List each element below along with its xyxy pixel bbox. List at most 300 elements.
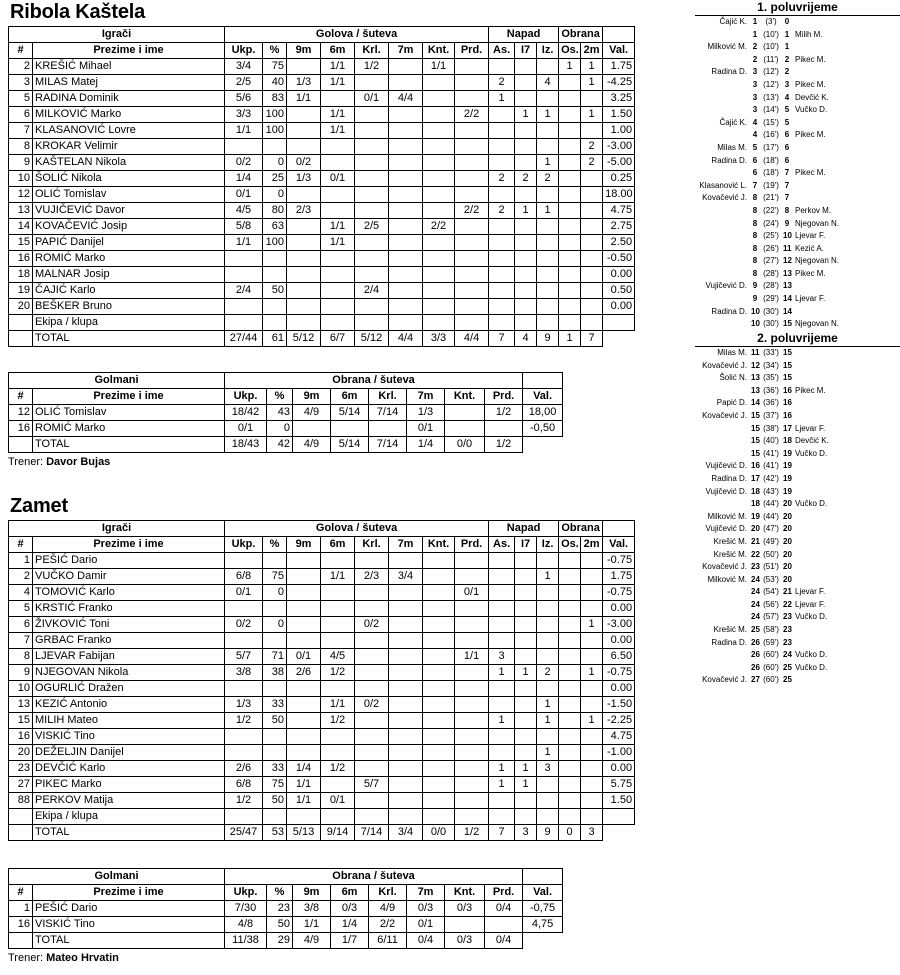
player-number: 16 — [9, 251, 33, 267]
stat-cell — [581, 569, 603, 585]
stat-cell — [263, 553, 287, 569]
stat-cell — [515, 681, 537, 697]
away-score: 19 — [783, 461, 792, 471]
player-number: 10 — [9, 681, 33, 697]
player-number: 5 — [9, 91, 33, 107]
stat-cell — [559, 187, 581, 203]
column-header: Prd. — [485, 389, 523, 405]
stat-cell — [423, 713, 455, 729]
stat-cell — [559, 601, 581, 617]
player-number: 13 — [9, 203, 33, 219]
player-name: TOTAL — [33, 933, 225, 949]
player-name: VISKIĆ Tino — [33, 917, 225, 933]
stat-cell — [559, 681, 581, 697]
stat-cell — [355, 665, 389, 681]
player-row — [9, 219, 635, 235]
minute: (18') — [763, 168, 779, 178]
stat-cell: 1 — [537, 697, 559, 713]
stat-cell: 1.75 — [603, 59, 635, 75]
away-score: 20 — [783, 511, 792, 521]
stat-cell — [537, 649, 559, 665]
stat-cell — [559, 91, 581, 107]
stat-cell — [225, 745, 263, 761]
stat-cell — [489, 793, 515, 809]
home-score: 8 — [752, 256, 758, 266]
stat-cell — [455, 187, 489, 203]
player-row — [9, 315, 635, 331]
stat-cell — [515, 649, 537, 665]
stat-cell — [389, 809, 423, 825]
stat-cell — [515, 809, 537, 825]
stat-cell — [537, 617, 559, 633]
stat-cell: 0/2 — [225, 617, 263, 633]
stat-cell: 4/4 — [389, 331, 423, 347]
away-scorer: Ljevar F. — [795, 294, 826, 304]
stat-cell — [489, 633, 515, 649]
column-header: Val. — [603, 43, 635, 59]
column-header: As. — [489, 43, 515, 59]
goal-event — [695, 79, 900, 92]
stat-cell — [455, 665, 489, 681]
stat-cell: 2 — [537, 665, 559, 681]
stat-cell — [581, 299, 603, 315]
stat-cell — [581, 251, 603, 267]
stat-cell — [389, 761, 423, 777]
player-number: 20 — [9, 299, 33, 315]
stat-cell — [515, 697, 537, 713]
stat-cell: 4 — [537, 75, 559, 91]
goal-event — [695, 293, 900, 306]
player-row — [9, 553, 635, 569]
minute: (33') — [763, 348, 779, 357]
stat-cell — [321, 187, 355, 203]
stat-cell — [537, 267, 559, 283]
stat-cell — [225, 729, 263, 745]
column-header: Prezime i ime — [33, 43, 225, 59]
stat-cell — [263, 809, 287, 825]
stat-cell — [423, 569, 455, 585]
goal-event — [695, 230, 900, 243]
player-row — [9, 777, 635, 793]
stat-cell — [515, 267, 537, 283]
stat-cell — [515, 585, 537, 601]
stat-cell — [423, 697, 455, 713]
stat-cell: 3 — [581, 825, 603, 841]
stat-cell — [287, 283, 321, 299]
stat-cell — [455, 235, 489, 251]
stat-cell — [263, 681, 287, 697]
stat-cell — [423, 139, 455, 155]
column-header: Prezime i ime — [33, 537, 225, 553]
stat-cell — [489, 155, 515, 171]
column-header: Val. — [523, 389, 563, 405]
goalkeepers-group-header: Golmani — [9, 373, 225, 389]
away-score: 21 — [783, 587, 792, 597]
stat-cell — [455, 697, 489, 713]
column-header: 7m — [389, 537, 423, 553]
minute: (12') — [763, 79, 779, 89]
stat-cell — [489, 553, 515, 569]
column-header: As. — [489, 537, 515, 553]
stat-cell: 2/4 — [355, 283, 389, 299]
player-row — [9, 809, 635, 825]
player-number: 1 — [9, 901, 33, 917]
stat-cell — [389, 187, 423, 203]
player-number: 10 — [9, 171, 33, 187]
goal-event — [695, 574, 900, 587]
home-score: 8 — [752, 231, 758, 241]
stat-cell — [455, 299, 489, 315]
player-number: 6 — [9, 107, 33, 123]
stat-cell: 1 — [489, 761, 515, 777]
stat-cell — [355, 809, 389, 825]
stat-cell: 1 — [489, 665, 515, 681]
minute: (27') — [763, 256, 779, 266]
stat-cell — [489, 187, 515, 203]
stat-cell — [355, 267, 389, 283]
player-number: 5 — [9, 601, 33, 617]
home-score: 8 — [752, 218, 758, 228]
stat-cell: 2 — [537, 171, 559, 187]
stat-cell — [515, 713, 537, 729]
home-scorer: Radina D. — [711, 473, 747, 483]
stat-cell — [423, 315, 455, 331]
stat-cell — [537, 315, 559, 331]
player-number: 13 — [9, 697, 33, 713]
column-header: Krl. — [369, 389, 407, 405]
minute: (36') — [763, 398, 779, 408]
stat-cell — [455, 681, 489, 697]
player-number: 16 — [9, 729, 33, 745]
stat-cell — [559, 155, 581, 171]
stat-cell: 29 — [267, 933, 293, 949]
stat-cell — [515, 187, 537, 203]
player-name: PERKOV Matija — [33, 793, 225, 809]
stat-cell — [489, 569, 515, 585]
stat-cell: 50 — [267, 917, 293, 933]
player-row — [9, 697, 635, 713]
stat-cell: 5/6 — [225, 91, 263, 107]
stat-cell: 1 — [489, 91, 515, 107]
stat-cell — [321, 585, 355, 601]
home-scorer: Radina D. — [711, 306, 747, 316]
away-scorer: Vučko D. — [795, 662, 828, 672]
stat-cell — [321, 777, 355, 793]
away-score: 25 — [783, 675, 792, 685]
stat-cell — [537, 91, 559, 107]
minute: (44') — [763, 499, 779, 509]
player-number: 18 — [9, 267, 33, 283]
stat-cell — [321, 681, 355, 697]
home-score: 10 — [751, 319, 760, 329]
stat-cell: 1 — [489, 713, 515, 729]
stat-cell: 1/1 — [225, 235, 263, 251]
stat-cell: 4,75 — [523, 917, 563, 933]
stat-cell: -2.25 — [603, 713, 635, 729]
saves-group-header: Obrana / šuteva — [225, 869, 523, 885]
stat-cell: -3.00 — [603, 617, 635, 633]
stat-cell — [355, 761, 389, 777]
goal-event — [695, 662, 900, 675]
stat-cell: 0 — [559, 825, 581, 841]
stat-cell — [455, 171, 489, 187]
goal-event — [695, 129, 900, 142]
player-row — [9, 713, 635, 729]
player-row — [9, 665, 635, 681]
away-scorer: Vučko D. — [795, 105, 828, 115]
total-row — [9, 437, 563, 453]
stat-cell: 2/2 — [369, 917, 407, 933]
stat-cell — [559, 171, 581, 187]
stat-cell: 33 — [263, 697, 287, 713]
stat-cell: 2/2 — [423, 219, 455, 235]
stat-cell: -4.25 — [603, 75, 635, 91]
stat-cell: 4.75 — [603, 729, 635, 745]
stat-cell: 11/38 — [225, 933, 267, 949]
column-header: # — [9, 885, 33, 901]
stat-cell — [423, 617, 455, 633]
minute: (30') — [763, 319, 779, 329]
away-scorer: Vučko D. — [795, 612, 828, 622]
stat-cell — [355, 139, 389, 155]
stat-cell: 5/7 — [355, 777, 389, 793]
away-scorer: Pikec M. — [795, 168, 826, 178]
column-header: Os. — [559, 43, 581, 59]
stat-cell: 1 — [581, 59, 603, 75]
player-row — [9, 75, 635, 91]
player-number: 7 — [9, 123, 33, 139]
minute: (60') — [763, 662, 779, 672]
minute: (21') — [763, 193, 779, 203]
stat-cell — [489, 139, 515, 155]
home-scorer: Vujičević D. — [705, 461, 747, 471]
stat-cell — [355, 649, 389, 665]
stat-cell — [321, 729, 355, 745]
stat-cell — [559, 697, 581, 713]
stat-cell: 43 — [267, 405, 293, 421]
half2-events — [695, 347, 900, 687]
home-score: 24 — [751, 587, 760, 597]
stat-cell — [537, 187, 559, 203]
stat-cell: 2 — [489, 75, 515, 91]
coach-line — [8, 952, 119, 964]
stat-cell — [455, 251, 489, 267]
away-scorer: Pikec M. — [795, 79, 826, 89]
goal-event — [695, 561, 900, 574]
stat-cell: 1/2 — [225, 713, 263, 729]
goal-event — [695, 611, 900, 624]
attack-group-header: Napad — [489, 27, 559, 43]
goal-event — [695, 268, 900, 281]
column-header: Val. — [523, 885, 563, 901]
stat-cell: 7/14 — [369, 437, 407, 453]
stat-cell — [423, 761, 455, 777]
stat-cell: 1 — [581, 107, 603, 123]
stat-cell — [389, 75, 423, 91]
stat-cell — [389, 633, 423, 649]
minute: (42') — [763, 473, 779, 483]
away-score: 20 — [783, 549, 792, 559]
column-header: Knt. — [423, 43, 455, 59]
stat-cell — [423, 729, 455, 745]
away-score: 6 — [784, 142, 790, 152]
stat-cell: 23 — [267, 901, 293, 917]
player-number: 15 — [9, 713, 33, 729]
stat-cell: 4/5 — [225, 203, 263, 219]
coach-name: Mateo Hrvatin — [46, 952, 119, 964]
stat-cell — [489, 219, 515, 235]
stat-cell — [537, 777, 559, 793]
stat-cell: 3/8 — [293, 901, 331, 917]
player-name: KAŠTELAN Nikola — [33, 155, 225, 171]
stat-cell — [581, 601, 603, 617]
minute: (18') — [763, 155, 779, 165]
stat-cell: 0/4 — [407, 933, 445, 949]
stat-cell — [355, 251, 389, 267]
stat-cell — [581, 681, 603, 697]
stat-cell: -0,50 — [523, 421, 563, 437]
column-header: 2m — [581, 537, 603, 553]
column-header: Prd. — [455, 43, 489, 59]
goal-event — [695, 66, 900, 79]
stat-cell: -5.00 — [603, 155, 635, 171]
stat-cell — [515, 299, 537, 315]
home-score: 4 — [752, 130, 758, 140]
column-header: Prd. — [455, 537, 489, 553]
stat-cell — [423, 299, 455, 315]
stat-cell — [263, 633, 287, 649]
home-score: 1 — [752, 17, 758, 26]
stat-cell: 7 — [581, 331, 603, 347]
player-number: 8 — [9, 649, 33, 665]
stat-cell: 0 — [263, 617, 287, 633]
stat-cell — [389, 171, 423, 187]
goal-event — [695, 347, 900, 360]
stat-cell — [559, 219, 581, 235]
stat-cell: 4/9 — [293, 405, 331, 421]
stat-cell — [515, 315, 537, 331]
minute: (38') — [763, 423, 779, 433]
stat-cell — [515, 75, 537, 91]
total-row — [9, 933, 563, 949]
column-header: Ukp. — [225, 43, 263, 59]
goalkeeper-row — [9, 405, 563, 421]
stat-cell — [515, 569, 537, 585]
goal-timeline-half2 — [695, 331, 900, 687]
player-name: MILAS Matej — [33, 75, 225, 91]
stat-cell: 1.50 — [603, 107, 635, 123]
home-scorer: Vujičević D. — [705, 486, 747, 496]
minute: (28') — [763, 268, 779, 278]
goal-event — [695, 649, 900, 662]
stat-cell: 4/9 — [293, 933, 331, 949]
stat-cell: 1 — [515, 107, 537, 123]
home-score: 9 — [752, 281, 758, 291]
away-score: 23 — [783, 612, 792, 622]
stat-cell — [263, 601, 287, 617]
minute: (16') — [763, 130, 779, 140]
stat-cell: 5/14 — [331, 437, 369, 453]
away-score: 23 — [783, 637, 792, 647]
column-header: Knt. — [445, 885, 485, 901]
player-name: ROMIĆ Marko — [33, 421, 225, 437]
stat-cell: 0/4 — [485, 901, 523, 917]
home-score: 26 — [751, 637, 760, 647]
stat-cell: 0/2 — [225, 155, 263, 171]
stat-cell: 0/3 — [331, 901, 369, 917]
player-row — [9, 649, 635, 665]
away-score: 17 — [783, 423, 792, 433]
player-name: NJEGOVAN Nikola — [33, 665, 225, 681]
player-number: 12 — [9, 187, 33, 203]
column-header: I7 — [515, 537, 537, 553]
away-score: 1 — [784, 42, 790, 52]
minute: (28') — [763, 281, 779, 291]
stat-cell — [455, 809, 489, 825]
player-number: 14 — [9, 219, 33, 235]
stat-cell — [581, 203, 603, 219]
away-scorer: Pikec M. — [795, 54, 826, 64]
goal-event — [695, 41, 900, 54]
stat-cell — [489, 283, 515, 299]
stat-cell — [559, 745, 581, 761]
away-score: 7 — [784, 193, 790, 203]
away-scorer: Vučko D. — [795, 448, 828, 458]
home-score: 26 — [751, 650, 760, 660]
away-score: 9 — [784, 218, 790, 228]
stat-cell — [559, 251, 581, 267]
stat-cell — [287, 219, 321, 235]
player-name: OLIĆ Tomislav — [33, 405, 225, 421]
stat-cell: 50 — [263, 713, 287, 729]
stat-cell: 0/3 — [445, 933, 485, 949]
home-score: 11 — [751, 348, 760, 357]
stat-cell — [603, 809, 635, 825]
goal-event — [695, 205, 900, 218]
stat-cell — [581, 235, 603, 251]
stat-cell — [537, 633, 559, 649]
away-scorer: Ljevar F. — [795, 599, 826, 609]
stat-cell — [515, 633, 537, 649]
stat-cell: -1.50 — [603, 697, 635, 713]
player-row — [9, 155, 635, 171]
stat-cell — [455, 139, 489, 155]
away-scorer: Pikec M. — [795, 268, 826, 278]
stat-cell — [581, 761, 603, 777]
stat-cell — [559, 107, 581, 123]
player-number: 2 — [9, 59, 33, 75]
half1-events — [695, 16, 900, 331]
stat-cell — [489, 745, 515, 761]
minute: (15') — [763, 117, 779, 127]
stat-cell — [225, 315, 263, 331]
minute: (59') — [763, 637, 779, 647]
minute: (40') — [763, 436, 779, 446]
stat-cell — [389, 251, 423, 267]
stat-cell: 1/1 — [321, 123, 355, 139]
stat-cell: 25 — [263, 171, 287, 187]
minute: (12') — [763, 67, 779, 77]
stat-cell: -0.75 — [603, 585, 635, 601]
goal-event — [695, 142, 900, 155]
away-score: 20 — [783, 574, 792, 584]
home-scorer: Kovačević J. — [702, 410, 747, 420]
stat-cell: 1/4 — [225, 171, 263, 187]
player-number: 16 — [9, 917, 33, 933]
stat-cell: 1 — [581, 617, 603, 633]
goal-event — [695, 523, 900, 536]
column-header: 6m — [321, 537, 355, 553]
